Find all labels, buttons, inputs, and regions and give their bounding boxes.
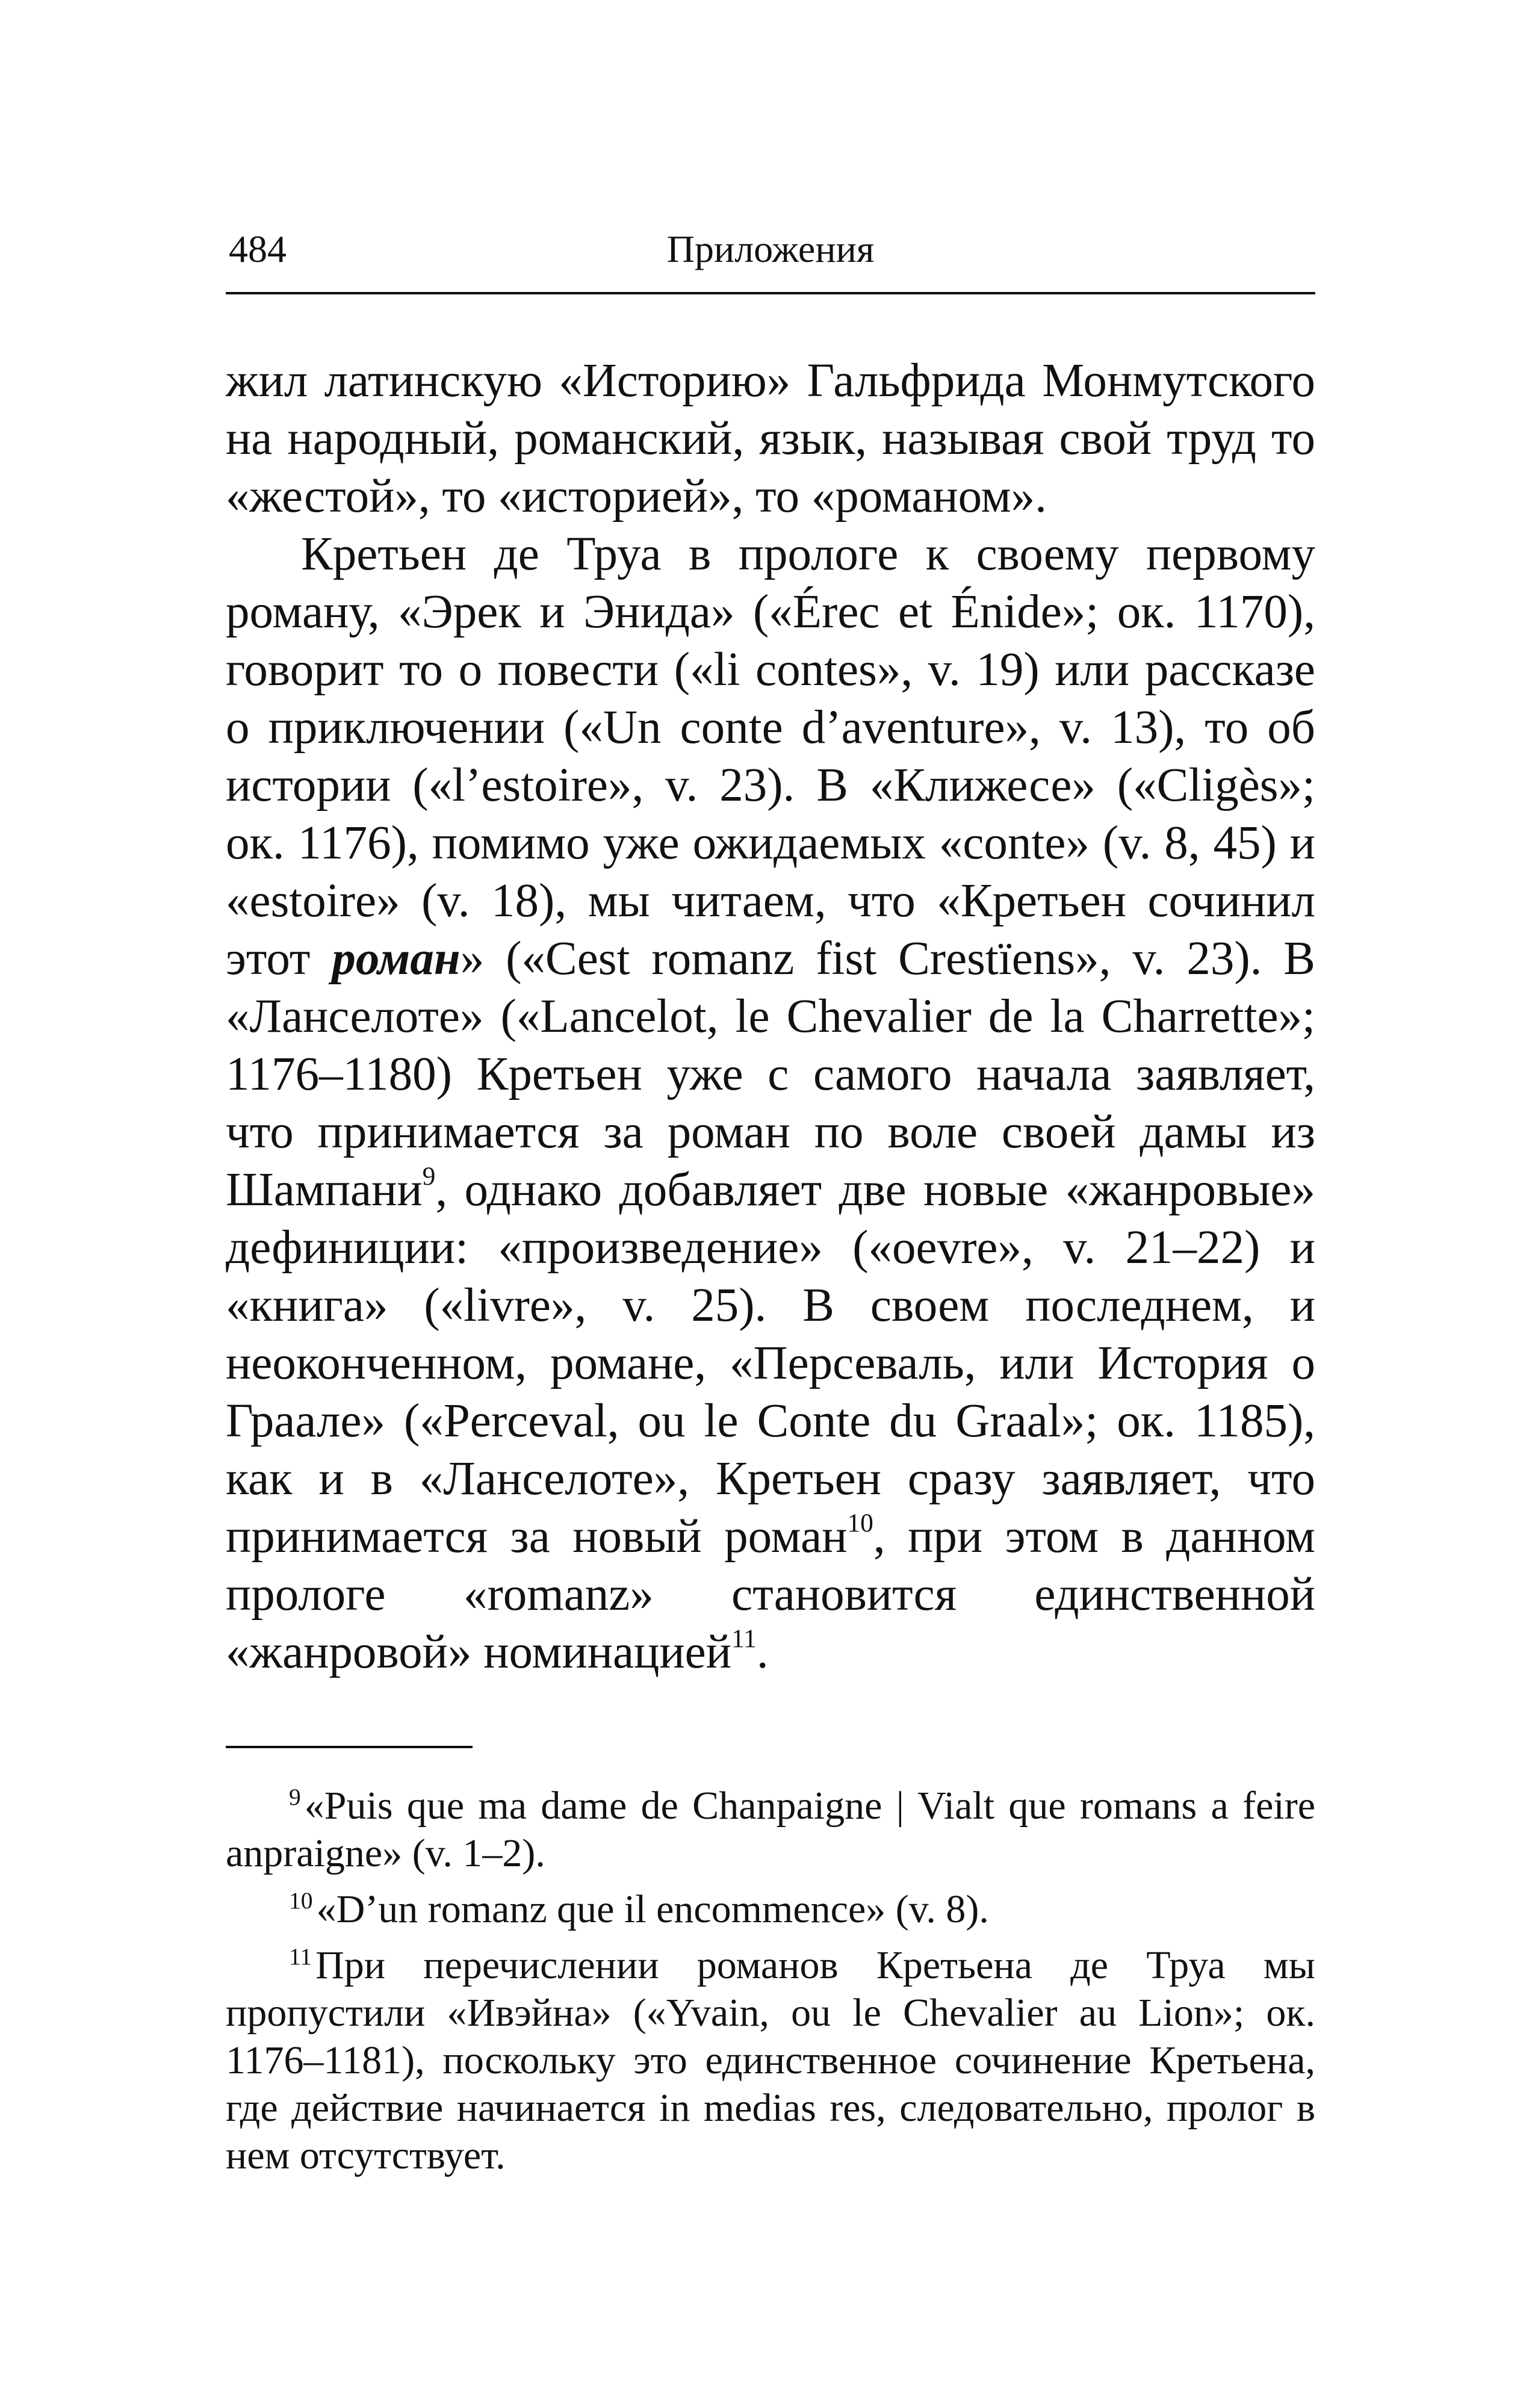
italic-word: роман: [332, 932, 460, 985]
footnote-text: «D’un romanz que il encommence» (v. 8).: [316, 1887, 989, 1931]
footnote-ref-9[interactable]: 9: [422, 1162, 436, 1191]
text-run: Кретьен де Труа в прологе к своему первому роману, «Эрек и Энида» («Érec et Énide»; ок. 1170), говорит то о повести («li contes», v. 19) или рассказе о приключении («Un conte d’aventure», v. 13), то об истории («l’estoire», v. 23). В «Клижесе» («Cligès»; ок. 1176), помимо уже ожидаемых «conte» (v. 8, 45) и «estoire» (v. 18), мы читаем, что «Кретьен сочинил этот: [226, 528, 1315, 985]
footnote-divider: [226, 1746, 473, 1748]
text-run: , при этом в данном прологе «romanz» становится единственной «жанровой» номинацией: [226, 1510, 1315, 1678]
footnotes: [226, 1782, 1315, 2188]
running-head: [226, 220, 1315, 294]
text-run: , однако добавляет две новые «жанровые» дефиниции: «произведение» («oevre», v. 21–22) и «книга» («livre», v. 25). В своем последнем, и неоконченном, романе, «Персеваль, или История о Граале» («Perceval, ou le Conte du Graal»; ок. 1185), как и в «Ланселоте», Кретьен сразу заявляет, что принимается за новый роман: [226, 1164, 1315, 1563]
book-page: [226, 0, 1315, 2408]
text-run: » («Cest romanz fist Crestïens», v. 23). В «Ланселоте» («Lancelot, le Chevalier de la Charrette»; 1176–1180) Кретьен уже с самого начала заявляет, что принимается за роман по воле своей дамы из Шампани: [226, 932, 1315, 1216]
footnote-number: 9: [289, 1784, 301, 1810]
main-text: [226, 352, 1315, 1681]
footnote-text: При перечислении романов Кретьена де Труа мы пропустили «Ивэйна» («Yvain, ou le Chevalier au Lion»; ок. 1176–1181), поскольку это единственное сочинение Кретьена, где действие начинается in medias res, следовательно, пролог в нем отсутствует.: [226, 1943, 1315, 2177]
footnote-11: [226, 1941, 1315, 2179]
paragraph-chretien: [226, 526, 1315, 1681]
page-number: 484: [229, 228, 287, 270]
footnote-9: [226, 1782, 1315, 1877]
text-run: .: [756, 1626, 769, 1678]
footnote-number: 10: [289, 1887, 313, 1914]
footnote-number: 11: [289, 1943, 312, 1970]
footnote-ref-11[interactable]: 11: [731, 1624, 757, 1654]
paragraph-continued: жил латинскую «Историю» Гальфрида Монмутского на народный, романский, язык, называя свой труд то «жестой», то «историей», то «романом».: [226, 355, 1315, 523]
section-title: Приложения: [666, 228, 875, 270]
footnote-ref-10[interactable]: 10: [847, 1509, 873, 1538]
footnote-text: «Puis que ma dame de Chanpaigne | Vialt que romans a feire anpraigne» (v. 1–2).: [226, 1784, 1315, 1875]
footnote-10: [226, 1885, 1315, 1933]
